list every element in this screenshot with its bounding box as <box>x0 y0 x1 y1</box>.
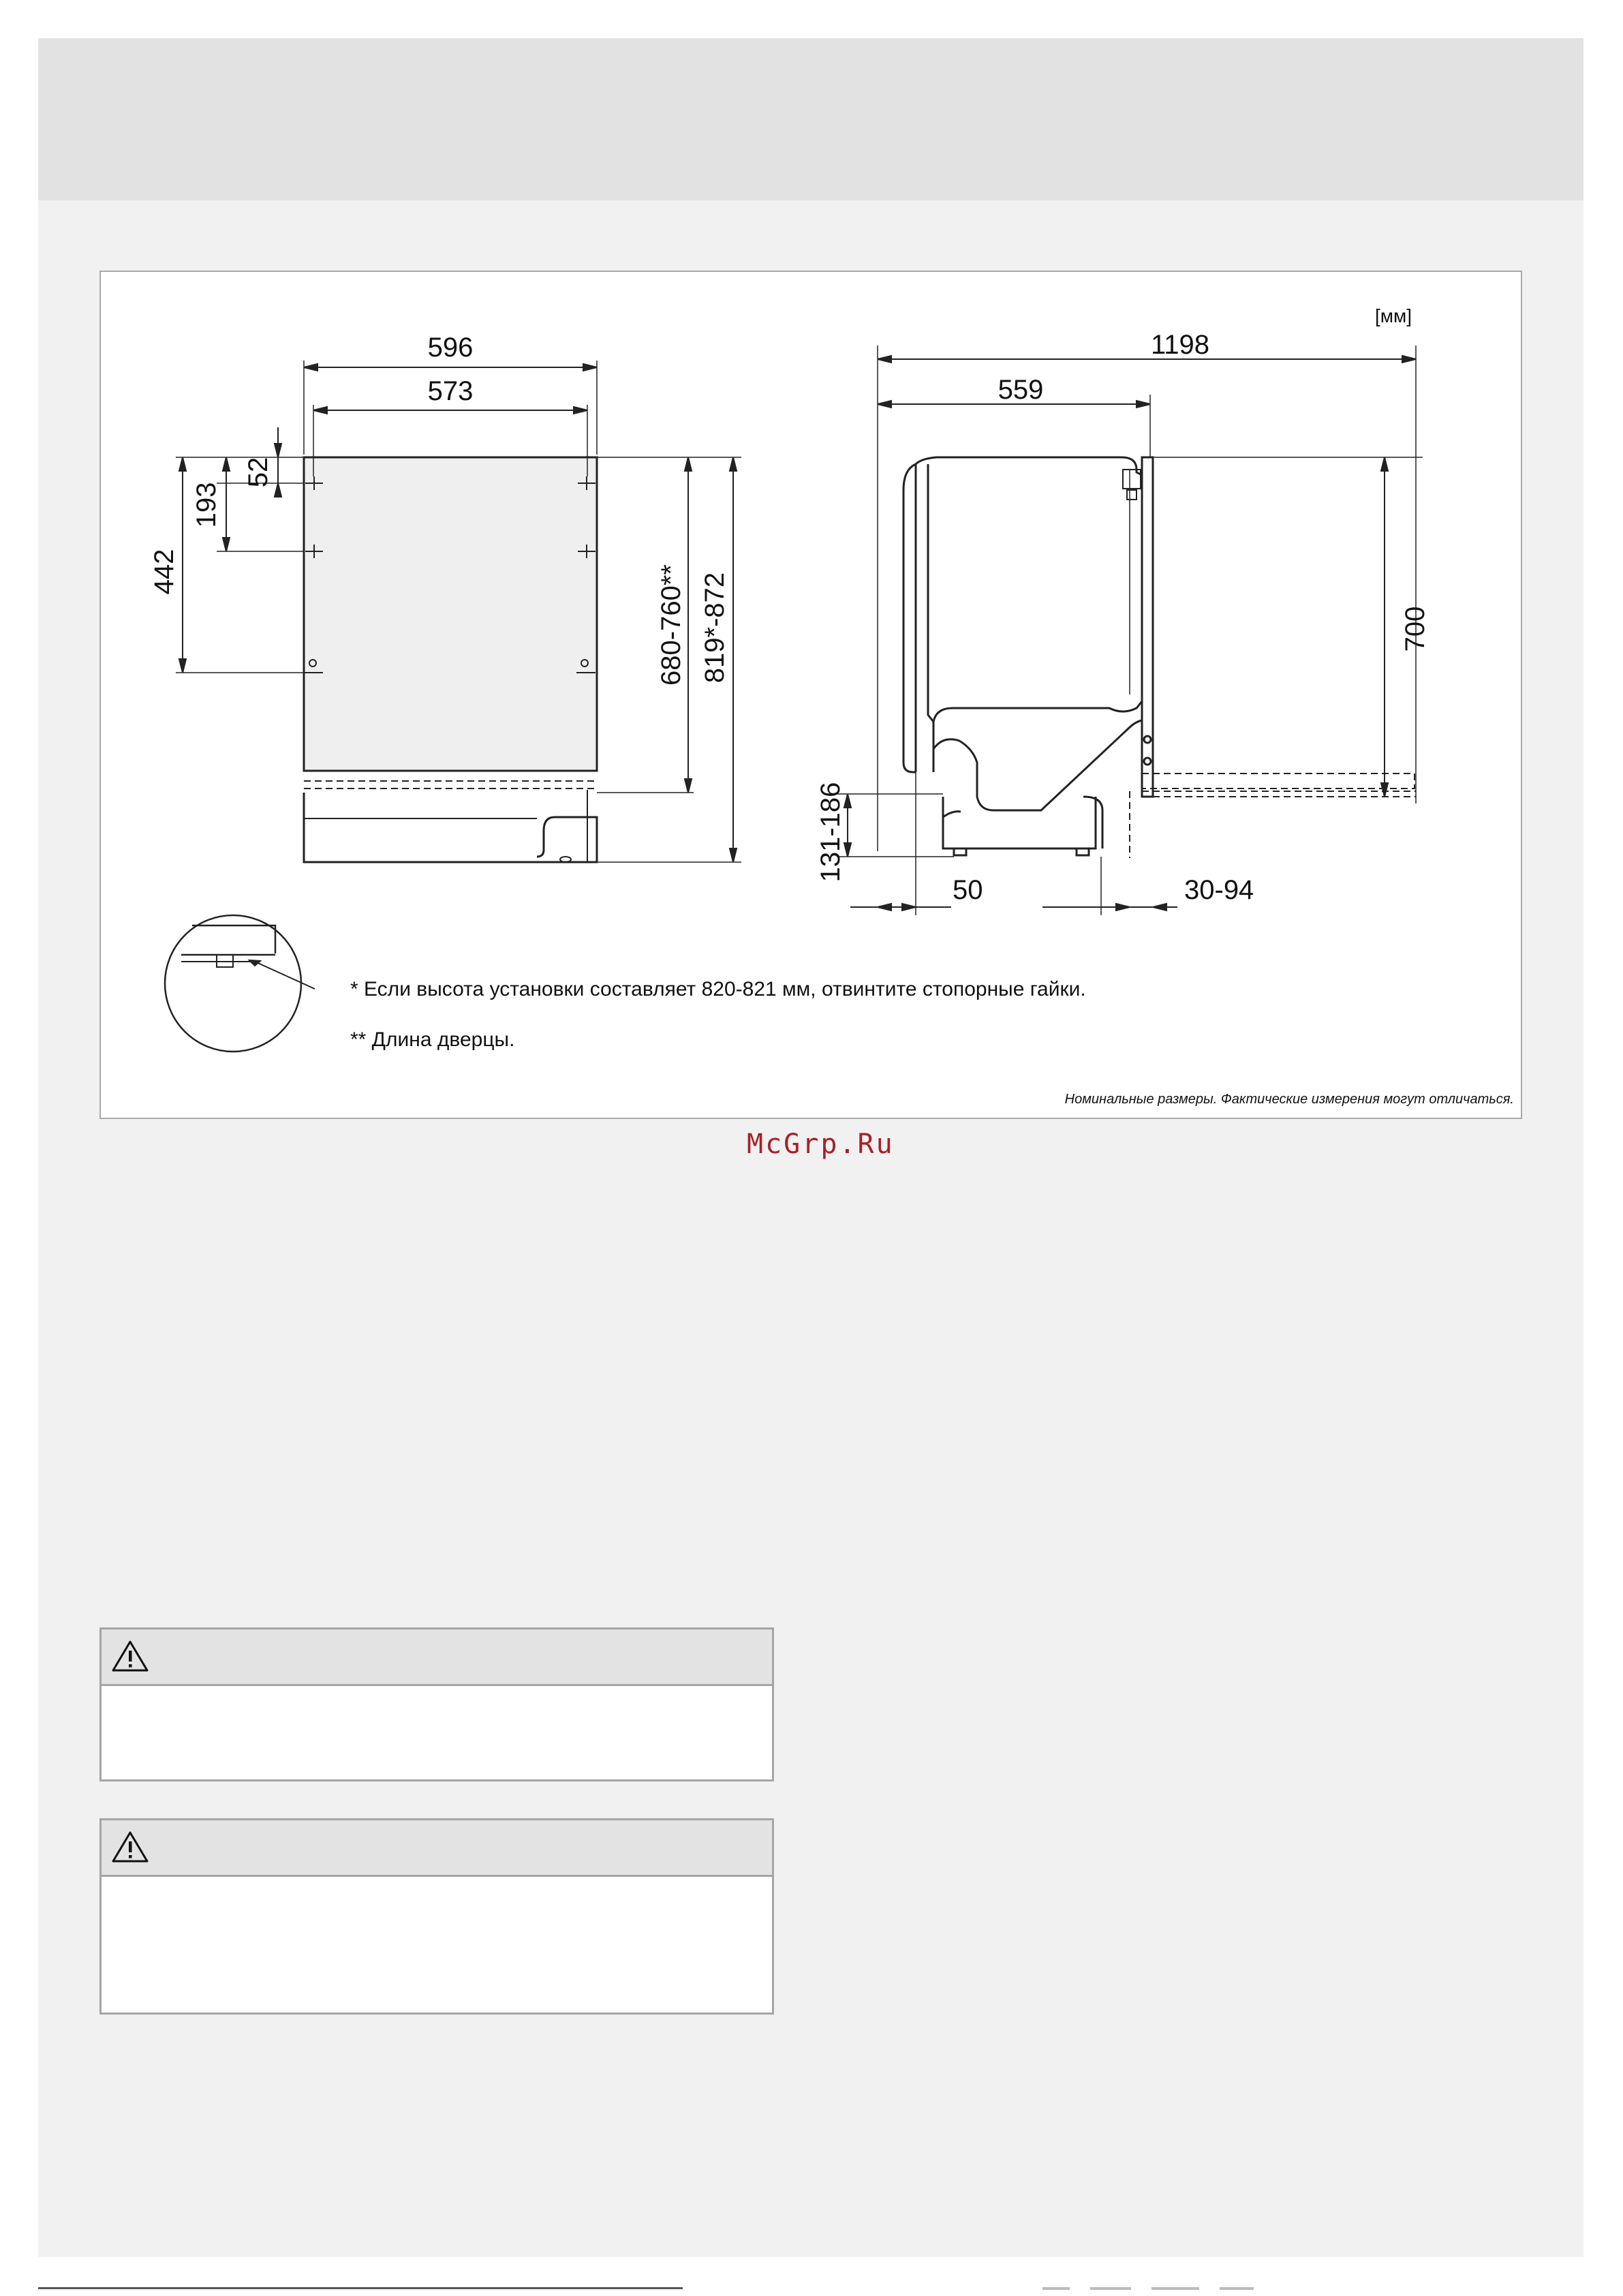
unit-label: [мм] <box>1374 305 1412 326</box>
footer-specks <box>1042 2286 1335 2293</box>
plinth-outline <box>304 793 597 862</box>
dim-131-186: 131-186 <box>816 782 846 883</box>
dim-573: 573 <box>427 376 474 406</box>
side-view <box>816 305 1430 915</box>
dim-596: 596 <box>427 333 474 363</box>
dim-700: 700 <box>1400 606 1430 652</box>
watermark: McGrp.Ru <box>747 1129 895 1160</box>
machine-side-outline <box>903 457 1142 855</box>
dim-50: 50 <box>953 875 983 905</box>
warning-box-1 <box>99 1627 774 1781</box>
warning-box-2 <box>99 1818 774 2015</box>
detail-callout <box>165 915 315 1052</box>
warning-triangle-icon <box>111 1639 149 1673</box>
disclaimer: Номинальные размеры. Фактические измерения могут отличаться. <box>1064 1092 1514 1107</box>
warning-header-1 <box>102 1629 772 1686</box>
front-view <box>149 333 741 862</box>
dim-52: 52 <box>243 457 273 488</box>
dim-559: 559 <box>998 375 1044 405</box>
footnote-nuts: * Если высота установки составляет 820-821 мм, отвинтите стопорные гайки. <box>350 978 1086 1000</box>
diagram-canvas <box>101 272 1524 1120</box>
header-band <box>38 38 1583 200</box>
dim-30-94: 30-94 <box>1184 875 1254 905</box>
dim-1198: 1198 <box>1150 330 1210 360</box>
footnote-door: ** Длина дверцы. <box>350 1028 515 1051</box>
open-door-dashed <box>1130 774 1416 858</box>
door-side <box>1123 457 1153 797</box>
warning-header-2 <box>102 1820 772 1877</box>
warning-triangle-icon <box>111 1830 149 1864</box>
bottom-rule <box>38 2287 683 2289</box>
front-left-dimensions <box>176 427 304 673</box>
door-panel <box>304 457 597 771</box>
dim-442: 442 <box>149 549 179 595</box>
dimension-diagram <box>99 271 1522 1119</box>
dim-total-height: 819*-872 <box>700 572 730 684</box>
dim-193: 193 <box>191 482 221 528</box>
dim-door-length: 680-760** <box>656 564 686 686</box>
